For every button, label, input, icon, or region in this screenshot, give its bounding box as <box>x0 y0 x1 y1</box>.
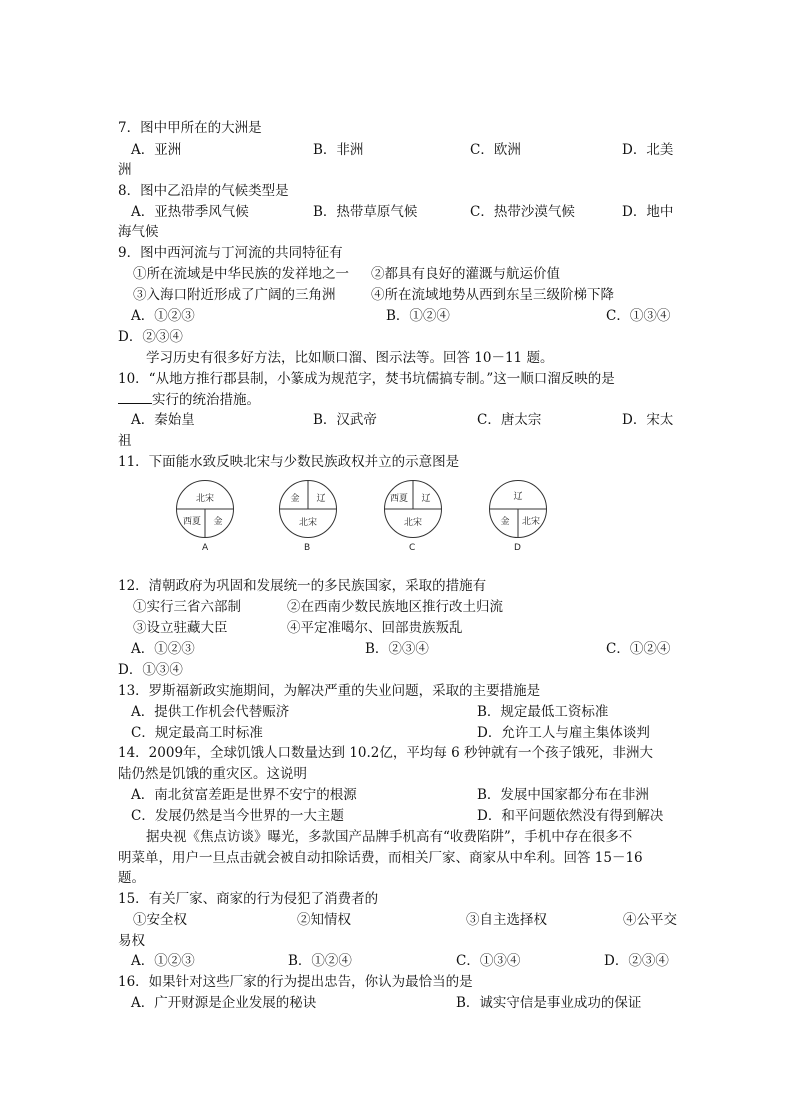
q15-option-d: D．②③④ <box>604 953 669 969</box>
q8-option-a: A．亚热带季风气候 <box>131 204 249 220</box>
q13-option-b: B．规定最低工资标准 <box>477 704 609 720</box>
q13-stem: 13．罗斯福新政实施期间，为解决严重的失业问题，采取的主要措施是 <box>118 683 541 699</box>
q9-statement-2: ②都具有良好的灌溉与航运价值 <box>371 266 560 282</box>
q15-stem: 15．有关厂家、商家的行为侵犯了消费者的 <box>118 891 379 907</box>
intro-15-16-line2: 明菜单，用户一旦点击就会被自动扣除话费，而相关厂家、商家从中牟利。回答 15－16 <box>118 850 643 866</box>
q14-option-b: B．发展中国家都分布在非洲 <box>477 787 649 803</box>
q10-option-d-wrap: 祖 <box>118 433 132 449</box>
q11-stem: 11．下面能水致反映北宋与少数民族政权并立的示意图是 <box>118 454 460 470</box>
q8-option-d: D．地中 <box>622 204 674 220</box>
q16-option-b: B．诚实守信是事业成功的保证 <box>456 995 642 1011</box>
answer-blank <box>118 389 152 404</box>
diagram-c-right-label: 辽 <box>421 494 431 504</box>
diagram-b-caption: B <box>304 543 311 553</box>
q10-option-b: B．汉武帝 <box>313 412 377 428</box>
diagram-c <box>383 479 443 539</box>
diagram-c-left-label: 西夏 <box>389 494 409 504</box>
q7-option-b: B．非洲 <box>313 142 364 158</box>
q12-option-d: D．①③④ <box>118 662 183 678</box>
q10-stem-line2: 实行的统治措施。 <box>118 389 260 410</box>
diagram-b <box>278 479 338 539</box>
q15-statement-3: ③自主选择权 <box>466 912 547 928</box>
diagram-d-right-label: 北宋 <box>521 517 541 527</box>
q15-statement-1: ①安全权 <box>133 912 187 928</box>
q7-stem: 7．图中甲所在的大洲是 <box>118 120 262 136</box>
q8-option-b: B．热带草原气候 <box>313 204 418 220</box>
diagram-d-top-label: 辽 <box>513 492 523 502</box>
q16-option-a: A．广开财源是企业发展的秘诀 <box>131 995 317 1011</box>
intro-10-11: 学习历史有很多好方法，比如顺口溜、图示法等。回答 10－11 题。 <box>146 350 554 366</box>
diagram-d <box>488 479 548 539</box>
diagram-d-caption: D <box>514 543 521 553</box>
q15-statement-4: ④公平交 <box>623 912 677 928</box>
q14-option-c: C．发展仍然是当今世界的一大主题 <box>131 808 344 824</box>
q12-statement-4: ④平定准噶尔、回部贵族叛乱 <box>287 620 463 636</box>
q15-option-b: B．①②④ <box>288 953 352 969</box>
q13-option-d: D．允许工人与雇主集体谈判 <box>477 725 650 741</box>
q12-statement-2: ②在西南少数民族地区推行改土归流 <box>287 599 503 615</box>
diagram-b-left-label: 金 <box>290 494 300 504</box>
q9-stem: 9．图中西河流与丁河流的共同特征有 <box>118 245 343 261</box>
q15-option-a: A．①②③ <box>131 953 195 969</box>
diagram-c-caption: C <box>409 543 416 553</box>
q8-option-d-wrap: 海气候 <box>118 224 159 240</box>
q12-option-a: A．①②③ <box>131 641 195 657</box>
q15-statement-2: ②知情权 <box>297 912 351 928</box>
q12-statement-3: ③设立驻藏大臣 <box>133 620 228 636</box>
q14-option-d: D．和平问题依然没有得到解决 <box>477 808 664 824</box>
diagram-a-right-label: 金 <box>213 517 223 527</box>
q9-statement-1: ①所在流域是中华民族的发祥地之一 <box>133 266 349 282</box>
q9-option-a: A．①②③ <box>131 308 195 324</box>
diagram-b-right-label: 辽 <box>316 494 326 504</box>
q13-option-a: A．提供工作机会代替赈济 <box>131 704 290 720</box>
diagram-a-left-label: 西夏 <box>182 517 202 527</box>
diagram-b-bottom-label: 北宋 <box>298 518 318 528</box>
q8-option-c: C．热带沙漠气候 <box>470 204 575 220</box>
q10-stem: 10．“从地方推行郡县制，小篆成为规范字，焚书坑儒搞专制。”这一顺口溜反映的是 <box>118 371 615 387</box>
q13-option-c: C．规定最高工时标准 <box>131 725 263 741</box>
q14-option-a: A．南北贫富差距是世界不安宁的根源 <box>131 787 357 803</box>
q10-option-c: C．唐太宗 <box>477 412 542 428</box>
q7-option-c: C．欧洲 <box>470 142 521 158</box>
q9-statement-3: ③入海口附近形成了广阔的三角洲 <box>133 287 336 303</box>
q9-option-b: B．①②④ <box>386 308 450 324</box>
q14-stem: 14．2009年，全球饥饿人口数量达到 10.2亿，平均每 6 秒钟就有一个孩子饿死，非洲大 <box>118 745 654 761</box>
intro-15-16-line1: 据央视《焦点访谈》曝光，多款国产品牌手机高有“收费陷阱”，手机中存在很多不 <box>146 829 633 845</box>
q9-statement-4: ④所在流域地势从西到东呈三级阶梯下降 <box>371 287 614 303</box>
q8-stem: 8．图中乙沿岸的气候类型是 <box>118 183 289 199</box>
q12-statement-1: ①实行三省六部制 <box>133 599 241 615</box>
q12-option-b: B．②③④ <box>365 641 429 657</box>
diagram-a-caption: A <box>202 543 209 553</box>
diagram-d-left-label: 金 <box>500 517 510 527</box>
q10-option-d: D．宋太 <box>622 412 674 428</box>
diagram-a-top-label: 北宋 <box>195 494 215 504</box>
q15-option-c: C．①③④ <box>456 953 521 969</box>
q9-option-c: C．①③④ <box>606 308 671 324</box>
diagram-a <box>175 479 235 539</box>
q12-stem: 12．清朝政府为巩固和发展统一的多民族国家，采取的措施有 <box>118 578 487 594</box>
q10-option-a: A．秦始皇 <box>131 412 195 428</box>
q15-statement-4-wrap: 易权 <box>118 933 145 949</box>
q9-option-d: D．②③④ <box>118 329 183 345</box>
q7-option-d: D．北美 <box>622 142 674 158</box>
q7-option-a: A．亚洲 <box>131 142 182 158</box>
q14-stem-line2: 陆仍然是饥饿的重灾区。这说明 <box>118 766 307 782</box>
q7-option-d-wrap: 洲 <box>118 162 132 178</box>
q16-stem: 16．如果针对这些厂家的行为提出忠告，你认为最恰当的是 <box>118 974 473 990</box>
q12-option-c: C．①②④ <box>606 641 671 657</box>
diagram-c-bottom-label: 北宋 <box>403 518 423 528</box>
intro-15-16-line3: 题。 <box>118 870 145 886</box>
